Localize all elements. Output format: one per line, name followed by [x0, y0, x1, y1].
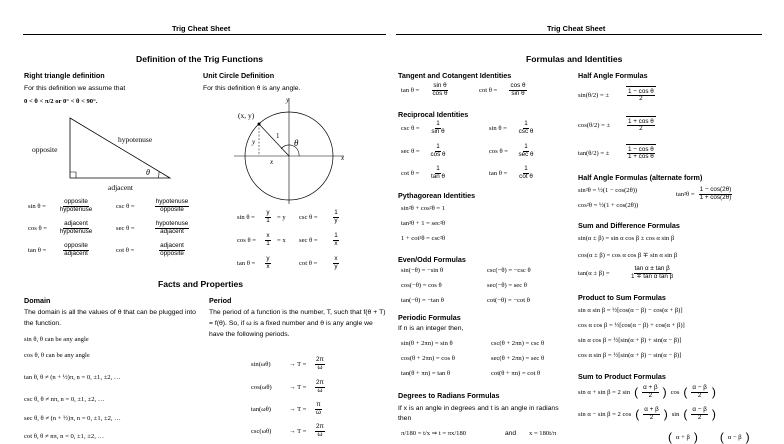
period-row-cos: [251, 380, 325, 394]
half-tan-den: 1 + cos θ: [628, 153, 654, 161]
point-label: (x, y): [238, 111, 255, 120]
sum-diff-tan-num: tan α ± tan β: [634, 265, 670, 272]
uc-sin-label: sin θ =: [237, 213, 255, 221]
tan-cot-row: [401, 83, 529, 97]
period-row-sin: [251, 357, 325, 371]
periodic-sin: sin(θ + 2πn) = sin θ: [401, 340, 453, 347]
period-row-tan: [251, 402, 322, 416]
unit-circle-diagram: [232, 94, 350, 206]
periodic-cos: cos(θ + 2πn) = cos θ: [401, 355, 455, 362]
domain-line-cot: cot θ, θ ≠ nπ, n = 0, ±1, ±2, …: [24, 433, 105, 440]
sum-prod-l3-a: α + β: [676, 433, 690, 441]
uc-cot-label: cot θ =: [299, 259, 318, 267]
sum-diff-tan-label: tan(α ± β) =: [578, 269, 610, 277]
uc-tan-den: x: [266, 262, 270, 270]
sum-prod-l1-mid: cos: [670, 388, 680, 396]
page-title-left: Trig Cheat Sheet: [172, 24, 231, 33]
def-sin-label: sin θ =: [28, 202, 46, 210]
reciprocal-row-1: [401, 121, 535, 135]
cot-identity-den: sin θ: [511, 89, 525, 97]
domain-line-tan: tan θ, θ ≠ (n + ½)π, n = 0, ±1, ±2, …: [24, 374, 121, 381]
unit-circle-intro: For this definition θ is any angle.: [203, 85, 301, 92]
uc-sec-label: sec θ =: [299, 236, 318, 244]
sum-prod-l2-mid: sin: [671, 410, 680, 418]
recip-tan-label: tan θ =: [489, 169, 508, 177]
half-alt-tan-label: tan²θ =: [676, 190, 695, 198]
even-odd-line-2: [401, 282, 527, 289]
even-odd-tan: tan(−θ) = −tan θ: [401, 297, 444, 304]
deg-rad-f2: x = 180t/π: [529, 430, 557, 437]
uc-row-cos-sec: [237, 233, 341, 247]
sum-diff-tan: [578, 266, 674, 280]
prod-sum-heading: Product to Sum Formulas: [578, 293, 666, 302]
reciprocal-heading: Reciprocal Identities: [398, 110, 469, 119]
recip-sec-den: cos θ: [430, 150, 446, 158]
def-cot-num: adjacent: [160, 242, 184, 249]
pyth-line-2: tan²θ + 1 = sec²θ: [401, 220, 446, 227]
recip-cot-num: 1: [436, 165, 440, 172]
prod-sum-l3: sin α cos β = ½[sin(α + β) + sin(α − β)]: [578, 337, 682, 344]
half-angle-heading: Half Angle Formulas: [578, 71, 648, 80]
half-alt-l1: sin²θ = ½(1 − cos(2θ)): [578, 187, 638, 194]
half-sin-num: 1 − cos θ: [628, 87, 654, 95]
sum-prod-l3: ( α + β ) ( α − β ): [668, 430, 750, 444]
uc-sin-den: 1: [266, 216, 270, 224]
even-odd-line-3: [401, 297, 530, 304]
sum-prod-l1-a: α + β: [643, 384, 658, 391]
tan-identity-num: sin θ: [433, 82, 447, 89]
period-tan-num: π: [316, 401, 321, 408]
uc-cot-num: x: [334, 255, 338, 262]
def-cos-num: adjacent: [64, 220, 88, 227]
period-tan-den: ω: [316, 408, 321, 416]
period-cos-num: 2π: [316, 379, 324, 386]
period-csc-num: 2π: [316, 423, 324, 430]
right-triangle-heading: Right triangle definition: [24, 71, 105, 80]
sum-prod-l2-b: α − β: [692, 406, 707, 413]
def-sin-den: hypotenuse: [59, 205, 93, 213]
recip-cot-label: cot θ =: [401, 169, 420, 177]
deg-rad-formula: [401, 429, 556, 437]
periodic-sec: sec(θ + 2πn) = sec θ: [491, 355, 545, 362]
half-alt-tan: [676, 187, 732, 201]
prod-sum-l1: sin α sin β = ½[cos(α − β) − cos(α + β)]: [578, 307, 683, 314]
header-rule-right: [396, 34, 762, 35]
period-tan-arrow: → T =: [289, 405, 307, 413]
periodic-line-1: [401, 340, 544, 347]
sum-diff-tan-den: 1 ∓ tan α tan β: [631, 272, 674, 280]
reciprocal-row-3: [401, 166, 535, 180]
recip-sec-label: sec θ =: [401, 147, 420, 155]
sum-prod-l2: sin α − sin β = 2 cos ( $\frac{\alpha + \beta}{2}$ ) sin ( $\frac{\alpha - \beta}{2}$ ): [578, 406, 716, 422]
uc-cos-num: x: [266, 232, 270, 239]
uc-tan-num: y: [266, 255, 270, 262]
header-rule-left: [23, 34, 386, 35]
even-odd-heading: Even/Odd Formulas: [398, 255, 466, 264]
periodic-tan: tan(θ + πn) = tan θ: [401, 370, 451, 377]
deg-rad-desc: If x is an angle in degrees and t is an angle in radians then: [398, 405, 559, 422]
page-title-right: Trig Cheat Sheet: [547, 24, 606, 33]
point-marker: [258, 123, 261, 126]
def-sin-num: opposite: [64, 198, 88, 205]
uc-cos-den: 1: [266, 239, 270, 247]
facts-section-title: Facts and Properties: [158, 279, 244, 289]
periodic-csc: csc(θ + 2πn) = csc θ: [491, 340, 545, 347]
sum-diff-heading: Sum and Difference Formulas: [578, 221, 680, 230]
even-odd-sec: sec(−θ) = sec θ: [487, 282, 527, 289]
tan-identity-label: tan θ =: [401, 86, 420, 94]
even-odd-csc: csc(−θ) = −csc θ: [487, 267, 531, 274]
half-alt-tan-num: 1 − cos(2θ): [699, 186, 732, 193]
half-tan-fn: tan(θ/2) = ±: [578, 150, 610, 157]
recip-cos-label: cos θ =: [489, 147, 508, 155]
triangle-theta-label: θ: [146, 168, 150, 177]
sum-prod-l1-lhs: sin α + sin β = 2 sin: [578, 388, 631, 396]
period-row-csc: [251, 424, 325, 438]
period-desc: The period of a function is the number, T, such that f(θ + T) = f(θ). So, if ω is a fixed number and θ is any angle we have the following periods.: [209, 309, 386, 338]
domain-line-csc: csc θ, θ ≠ nπ, n = 0, ±1, ±2, …: [24, 396, 105, 403]
half-sin-den: 2: [639, 95, 643, 103]
axis-x-label: x: [341, 154, 345, 162]
def-tan-label: tan θ =: [28, 246, 47, 254]
def-cos-label: cos θ =: [28, 224, 47, 232]
half-angle-tan: [578, 144, 656, 163]
uc-sin-num: y: [266, 209, 270, 216]
period-tan-fn: tan(ωθ): [251, 405, 271, 413]
def-row-sin-csc: [28, 199, 196, 213]
period-csc-den: ω: [317, 430, 323, 438]
recip-sec-num: 1: [436, 143, 440, 150]
def-tan-den: adjacent: [64, 249, 88, 257]
periodic-intro: If n is an integer then,: [398, 325, 464, 332]
right-angle-mark: [70, 172, 76, 178]
def-csc-label: csc θ =: [116, 202, 135, 210]
reciprocal-row-2: [401, 144, 535, 158]
recip-tan-den: cot θ: [519, 172, 533, 180]
sum-prod-l1-b: α − β: [692, 384, 707, 391]
uc-row-tan-cot: [237, 256, 341, 270]
uc-csc-num: 1: [334, 209, 338, 216]
half-alt-tan-den: 1 + cos(2θ): [699, 193, 732, 201]
deg-rad-and: and: [505, 430, 517, 437]
uc-cot-den: y: [334, 262, 338, 270]
even-odd-cot: cot(−θ) = −cot θ: [487, 297, 530, 304]
domain-line-cos: cos θ, θ can be any angle: [24, 352, 90, 359]
formulas-section-title: Formulas and Identities: [526, 54, 623, 64]
half-cos-fn: cos(θ/2) = ±: [578, 122, 611, 129]
half-alt-heading: Half Angle Formulas (alternate form): [578, 173, 703, 182]
period-csc-fn: csc(ωθ): [251, 427, 272, 435]
recip-sin-num: 1: [524, 120, 528, 127]
period-heading: Period: [209, 296, 232, 305]
uc-tan-label: tan θ =: [237, 259, 256, 267]
periodic-heading: Periodic Formulas: [398, 313, 461, 322]
uc-sec-den: x: [334, 239, 338, 247]
uc-cos-label: cos θ =: [237, 236, 256, 244]
definition-section-title: Definition of the Trig Functions: [136, 54, 263, 64]
period-sin-den: ω: [317, 363, 323, 371]
triangle-opposite-label: opposite: [32, 145, 58, 154]
half-sin-fn: sin(θ/2) = ±: [578, 92, 610, 99]
periodic-line-2: [401, 355, 544, 362]
sum-diff-l2: cos(α ± β) = cos α cos β ∓ sin α sin β: [578, 252, 678, 259]
sum-prod-l2-lhs: sin α − sin β = 2 cos: [578, 410, 632, 418]
cot-identity-num: cos θ: [510, 82, 526, 89]
period-sin-arrow: → T =: [289, 360, 307, 368]
pyth-line-1: sin²θ + cos²θ = 1: [401, 205, 446, 212]
even-odd-cos: cos(−θ) = cos θ: [401, 282, 442, 289]
theta-arc: [158, 172, 159, 178]
tan-identity-den: cos θ: [432, 89, 448, 97]
period-cos-den: ω: [317, 386, 323, 394]
y-leg-label: y: [252, 138, 256, 146]
def-cot-label: cot θ =: [116, 246, 135, 254]
def-csc-den: opposite: [160, 205, 184, 213]
recip-sin-label: sin θ =: [489, 124, 507, 132]
uc-sec-num: 1: [334, 232, 338, 239]
def-row-cos-sec: [28, 221, 196, 235]
def-tan-num: opposite: [64, 242, 88, 249]
period-csc-arrow: → T =: [289, 427, 307, 435]
uc-csc-label: csc θ =: [299, 213, 318, 221]
domain-line-sin: sin θ, θ can be any angle: [24, 336, 89, 343]
radius-line: [259, 124, 289, 156]
pyth-line-3: 1 + cot²θ = csc²θ: [401, 235, 446, 242]
domain-heading: Domain: [24, 296, 51, 305]
half-angle-cos: [578, 116, 656, 135]
period-sin-fn: sin(ωθ): [251, 360, 271, 368]
domain-desc: The domain is all the values of θ that can be plugged into the function.: [24, 309, 196, 327]
domain-line-sec: sec θ, θ ≠ (n + ½)π, n = 0, ±1, ±2, …: [24, 415, 121, 422]
deg-rad-f1: π/180 = t/x ⇒ t = πx/180: [401, 430, 467, 437]
uc-theta-label: θ: [294, 138, 299, 148]
axis-y-label: y: [286, 96, 290, 104]
def-sec-den: adjacent: [160, 227, 184, 235]
recip-sin-den: csc θ: [518, 127, 534, 135]
sum-prod-l2-a: α + β: [644, 406, 659, 413]
sum-diff-l1: sin(α ± β) = sin α cos β ± cos α sin β: [578, 235, 675, 242]
pythagorean-heading: Pythagorean Identities: [398, 191, 476, 200]
recip-csc-num: 1: [436, 120, 440, 127]
unit-circle-heading: Unit Circle Definition: [203, 71, 275, 80]
triangle-adjacent-label: adjacent: [108, 183, 133, 192]
radius-one-label: 1: [276, 132, 280, 140]
triangle-hypotenuse-label: hypotenuse: [118, 135, 153, 144]
sum-prod-l1: sin α + sin β = 2 sin ( $\frac{\alpha + \beta}{2}$ ) cos ( $\frac{\alpha - \beta}{2}$ ): [578, 384, 716, 400]
def-cos-den: hypotenuse: [59, 227, 93, 235]
half-cos-den: 2: [639, 125, 643, 133]
triangle-shape: [70, 118, 170, 178]
periodic-line-3: [401, 370, 540, 377]
cot-identity-label: cot θ =: [479, 86, 498, 94]
period-cos-arrow: → T =: [289, 383, 307, 391]
def-cot-den: opposite: [160, 249, 184, 257]
prod-sum-l4: cos α sin β = ½[sin(α + β) − sin(α − β)]: [578, 352, 682, 359]
period-cos-fn: cos(ωθ): [251, 383, 272, 391]
uc-csc-den: y: [334, 216, 338, 224]
sum-prod-heading: Sum to Product Formulas: [578, 372, 666, 381]
sum-prod-l3-b: α − β: [727, 433, 742, 441]
x-leg-label: x: [270, 158, 274, 166]
even-odd-line-1: [401, 267, 531, 274]
half-cos-num: 1 + cos θ: [628, 117, 654, 125]
def-sec-label: sec θ =: [116, 224, 135, 232]
tan-cot-heading: Tangent and Cotangent Identities: [398, 71, 512, 80]
prod-sum-l2: cos α cos β = ½[cos(α − β) + cos(α + β)]: [578, 322, 685, 329]
right-triangle-condition: 0 < θ < π/2 or 0° < θ < 90°.: [24, 98, 98, 105]
half-tan-num: 1 − cos θ: [628, 145, 654, 153]
recip-cos-num: 1: [524, 143, 528, 150]
def-sec-num: hypotenuse: [155, 220, 189, 227]
recip-cot-den: tan θ: [430, 172, 445, 180]
uc-sin-eq: = y: [277, 213, 286, 221]
def-row-tan-cot: [28, 243, 196, 257]
recip-tan-num: 1: [524, 165, 528, 172]
even-odd-sin: sin(−θ) = −sin θ: [401, 267, 444, 274]
period-sin-num: 2π: [316, 356, 324, 363]
right-triangle-diagram: [30, 112, 180, 194]
uc-cos-eq: = x: [277, 236, 286, 244]
recip-csc-label: csc θ =: [401, 124, 420, 132]
uc-row-sin-csc: [237, 210, 341, 224]
periodic-cot: cot(θ + πn) = cot θ: [491, 370, 541, 377]
recip-cos-den: sec θ: [518, 150, 534, 158]
recip-csc-den: sin θ: [431, 127, 445, 135]
deg-rad-heading: Degrees to Radians Formulas: [398, 391, 500, 400]
right-triangle-intro: For this definition we assume that: [24, 85, 126, 92]
half-angle-sin: [578, 86, 656, 105]
def-csc-num: hypotenuse: [155, 198, 189, 205]
half-alt-l2: cos²θ = ½(1 + cos(2θ)): [578, 202, 639, 209]
